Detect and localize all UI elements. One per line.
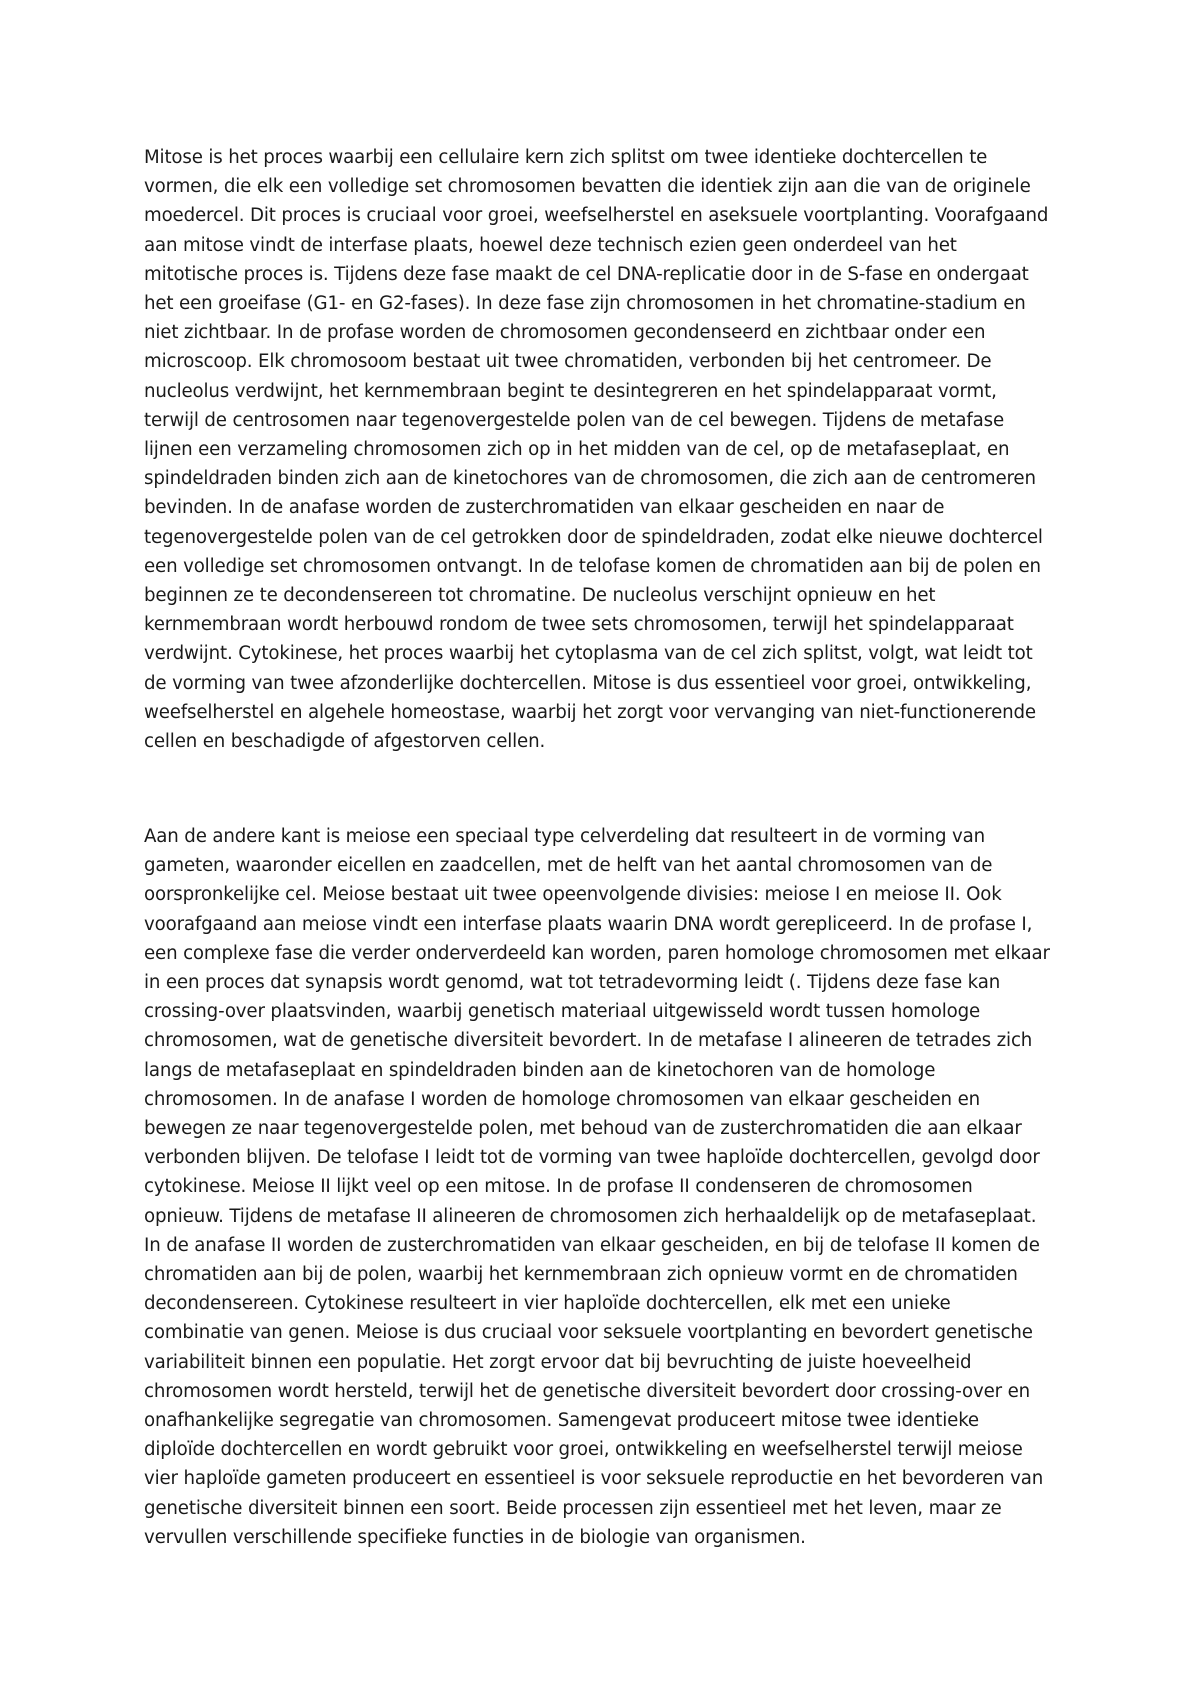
paragraph-meiosis: Aan de andere kant is meiose een speciaal type celverdeling dat resulteert in de vorming van gameten, waaronder eicellen en zaadcellen, met de helft van het aantal chromosomen van de oorspronkelijke cel. Meiose bestaat uit twee opeenvolgende divisies: meiose I en meiose II. Ook voorafgaand aan meiose vindt een interfase plaats waarin DNA wordt gerepliceerd. In de profase I, een complexe fase die verder onderverdeeld kan worden, paren homologe chromosomen met elkaar in een proces dat synapsis wordt genomd, wat tot tetradevorming leidt (. Tijdens deze fase kan crossing-over plaatsvinden, waarbij genetisch materiaal uitgewisseld wordt tussen homologe chromosomen, wat de genetische diversiteit bevordert. In de metafase I alineeren de tetrades zich langs de metafaseplaat en spindeldraden binden aan de kinetochoren van de homologe chromosomen. In de anafase I worden de homologe chromosomen van elkaar gescheiden en bewegen ze naar tegenovergestelde polen, met behoud van de zusterchromatiden die aan elkaar verbonden blijven. De telofase I leidt tot de vorming van twee haploïde dochtercellen, gevolgd door cytokinese. Meiose II lijkt veel op een mitose. In de profase II condenseren de chromosomen opnieuw. Tijdens de metafase II alineeren de chromosomen zich herhaaldelijk op de metafaseplaat. In de anafase II worden de zusterchromatiden van elkaar gescheiden, en bij de telofase II komen de chromatiden aan bij de polen, waarbij het kernmembraan zich opnieuw vormt en de chromatiden decondensereen. Cytokinese resulteert in vier haploïde dochtercellen, elk met een unieke combinatie van genen. Meiose is dus cruciaal voor seksuele voortplanting en bevordert genetische variabiliteit binnen een populatie. Het zorgt ervoor dat bij bevruchting de juiste hoeveelheid chromosomen wordt hersteld, terwijl het de genetische diversiteit bevordert door crossing-over en onafhankelijke segregatie van chromosomen. Samengevat produceert mitose twee identieke diploïde dochtercellen en wordt gebruikt voor groei, ontwikkeling en weefselherstel terwijl meiose vier haploïde gameten produceert en essentieel is voor seksuele reproductie en het bevorderen van genetische diversiteit binnen een soort. Beide processen zijn essentieel met het leven, maar ze vervullen verschillende specifieke functies in de biologie van organismen. — [144, 826, 1050, 1548]
paragraph-mitosis: Mitose is het proces waarbij een cellulaire kern zich splitst om twee identieke dochtercellen te vormen, die elk een volledige set chromosomen bevatten die identiek zijn aan die van de originele moedercel. Dit proces is cruciaal voor groei, weefselherstel en aseksuele voortplanting. Voorafgaand aan mitose vindt de interfase plaats, hoewel deze technisch ezien geen onderdeel van het mitotische proces is. Tijdens deze fase maakt de cel DNA-replicatie door in de S-fase en ondergaat het een groeifase (G1- en G2-fases). In deze fase zijn chromosomen in het chromatine-stadium en niet zichtbaar. In de profase worden de chromosomen gecondenseerd en zichtbaar onder een microscoop. Elk chromosoom bestaat uit twee chromatiden, verbonden bij het centromeer. De nucleolus verdwijnt, het kernmembraan begint te desintegreren en het spindelapparaat vormt, terwijl de centrosomen naar tegenovergestelde polen van de cel bewegen. Tijdens de metafase lijnen een verzameling chromosomen zich op in het midden van de cel, op de metafaseplaat, en spindeldraden binden zich aan de kinetochores van de chromosomen, die zich aan de centromeren bevinden. In de anafase worden de zusterchromatiden van elkaar gescheiden en naar de tegenovergestelde polen van de cel getrokken door de spindeldraden, zodat elke nieuwe dochtercel een volledige set chromosomen ontvangt. In de telofase komen de chromatiden aan bij de polen en beginnen ze te decondensereen tot chromatine. De nucleolus verschijnt opnieuw en het kernmembraan wordt herbouwd rondom de twee sets chromosomen, terwijl het spindelapparaat verdwijnt. Cytokinese, het proces waarbij het cytoplasma van de cel zich splitst, volgt, wat leidt tot de vorming van twee afzonderlijke dochtercellen. Mitose is dus essentieel voor groei, ontwikkeling, weefselherstel en algehele homeostase, waarbij het zorgt voor vervanging van niet-functionerende cellen en beschadigde of afgestorven cellen. — [144, 147, 1049, 753]
